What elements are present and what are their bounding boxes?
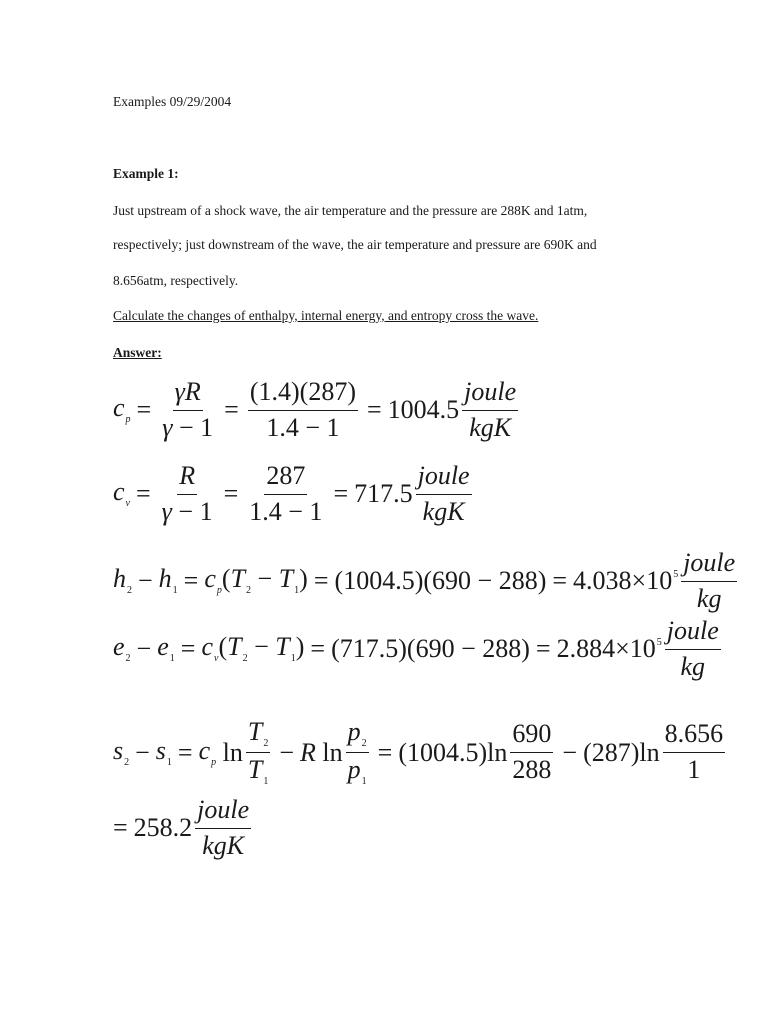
task-statement: Calculate the changes of enthalpy, internal energy, and entropy cross the wave.: [113, 308, 539, 323]
problem-text-line-3: 8.656atm, respectively.: [113, 273, 239, 288]
answer-label: Answer:: [113, 345, 162, 360]
equation-enthalpy: $h_2$ − $h_1$ = $c_p$ $(T_2 - T_1)$ = (1004.5)(690 − 288) = 4.038 $\times 10^5$ $\frac{\text{joule}}{kg}$: [113, 548, 736, 613]
problem-text-line-1: Just upstream of a shock wave, the air temperature and the pressure are 288K and 1atm,: [113, 203, 588, 218]
example-title: Example 1:: [113, 166, 179, 181]
problem-text-line-2: respectively; just downstream of the wave, the air temperature and pressure are 690K and: [113, 237, 597, 252]
document-header: Examples 09/29/2004: [113, 94, 232, 109]
equation-entropy-result: = 258.2 $\frac{\text{joule}}{\text{kgK}}$: [113, 795, 250, 860]
equation-cv: $c_v$ = $\frac{R}{\gamma - 1}$ = $\frac{287}{1.4 - 1}$ = 717.5 $\frac{\text{joule}}{\text{kgK}}$: [113, 461, 470, 526]
equation-internal-energy: $e_2$ − $e_1$ = $c_v$ $(T_2 - T_1)$ = (717.5)(690 − 288) = 2.884 $\times 10^5$ $\frac{\text{joule}}{kg}$: [113, 616, 719, 681]
equation-entropy: $s_2$ − $s_1$ = $c_p$ ln $\frac{T_2}{T_1}$ − R ln $\frac{p_2}{p_1}$ = (1004.5) ln $\frac{690}{288}$ − (287) ln $\frac{8.656}{1}$: [113, 717, 724, 787]
equation-cp: $c_p$ = $\frac{\gamma R}{\gamma - 1}$ = $\frac{(1.4)(287)}{1.4 - 1}$ = 1004.5 $\frac{\text{joule}}{\text{kgK}}$: [113, 377, 517, 442]
